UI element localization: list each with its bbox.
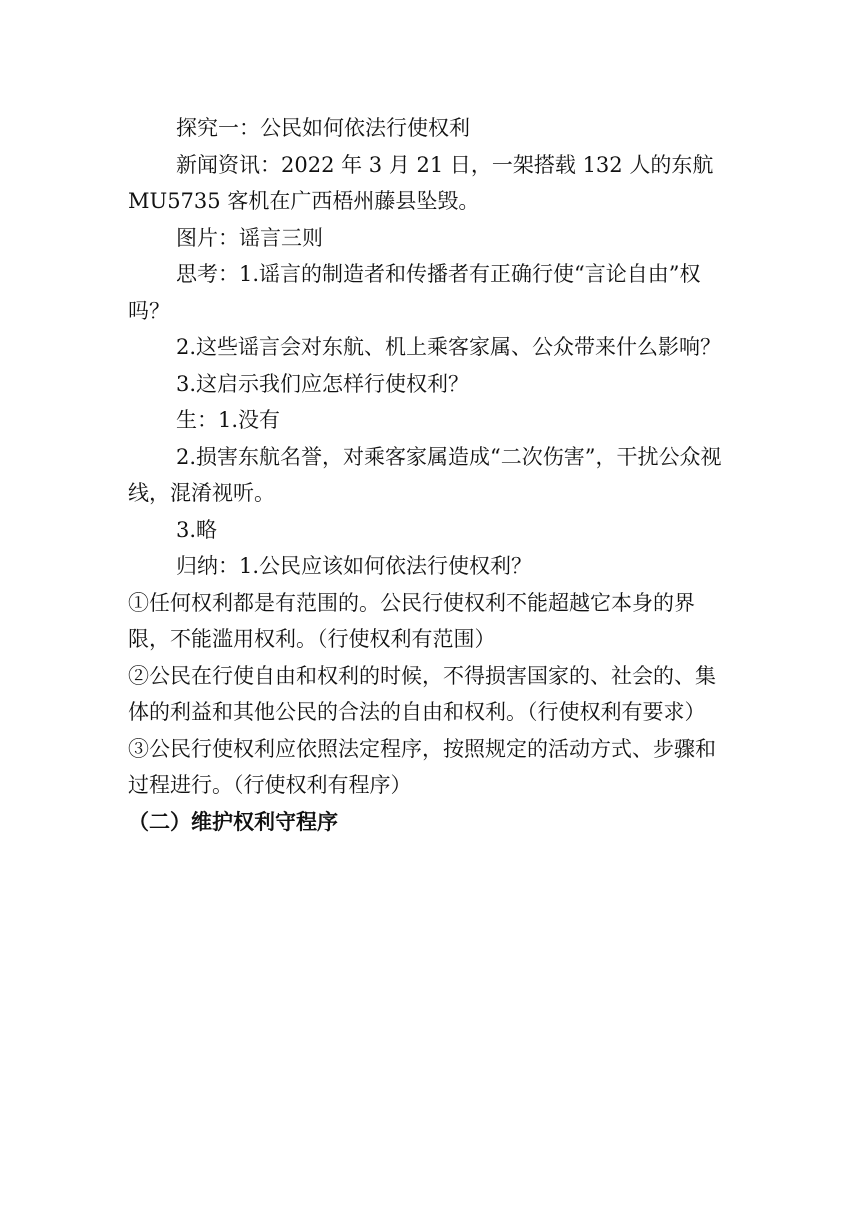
student-answer-3: 3.略 <box>176 517 218 542</box>
summary-point-3: ③公民行使权利应依照法定程序，按照规定的活动方式、步骤和过程进行。（行使权利有程序） <box>128 736 716 797</box>
explore-title: 探究一：公民如何依法行使权利 <box>176 116 470 140</box>
summary-point-2: ②公民在行使自由和权利的时候，不得损害国家的、社会的、集体的利益和其他公民的合法的自由和权利。（行使权利有要求） <box>128 663 716 724</box>
think-question-3: 3.这启示我们应怎样行使权利？ <box>176 371 470 396</box>
summary-question: 归纳：1.公民应该如何依法行使权利？ <box>176 554 533 578</box>
student-answer-2: 2.损害东航名誉，对乘客家属造成“二次伤害”，干扰公众视线，混淆视听。 <box>128 444 722 505</box>
think-question-1: 思考：1.谣言的制造者和传播者有正确行使“言论自由”权吗？ <box>128 262 701 323</box>
student-answer-1: 生：1.没有 <box>176 408 281 432</box>
summary-point-1: ①任何权利都是有范围的。公民行使权利不能超越它本身的界限，不能滥用权利。（行使权利有范围） <box>128 590 695 651</box>
news-paragraph: 新闻资讯：2022 年 3 月 21 日，一架搭载 132 人的东航 MU5735 客机在广西梧州藤县坠毁。 <box>128 152 714 213</box>
section-heading: （二）维护权利守程序 <box>128 808 338 834</box>
think-question-2: 2.这些谣言会对东航、机上乘客家属、公众带来什么影响？ <box>176 335 722 359</box>
document-body <box>128 110 732 840</box>
picture-caption: 图片：谣言三则 <box>176 225 323 250</box>
